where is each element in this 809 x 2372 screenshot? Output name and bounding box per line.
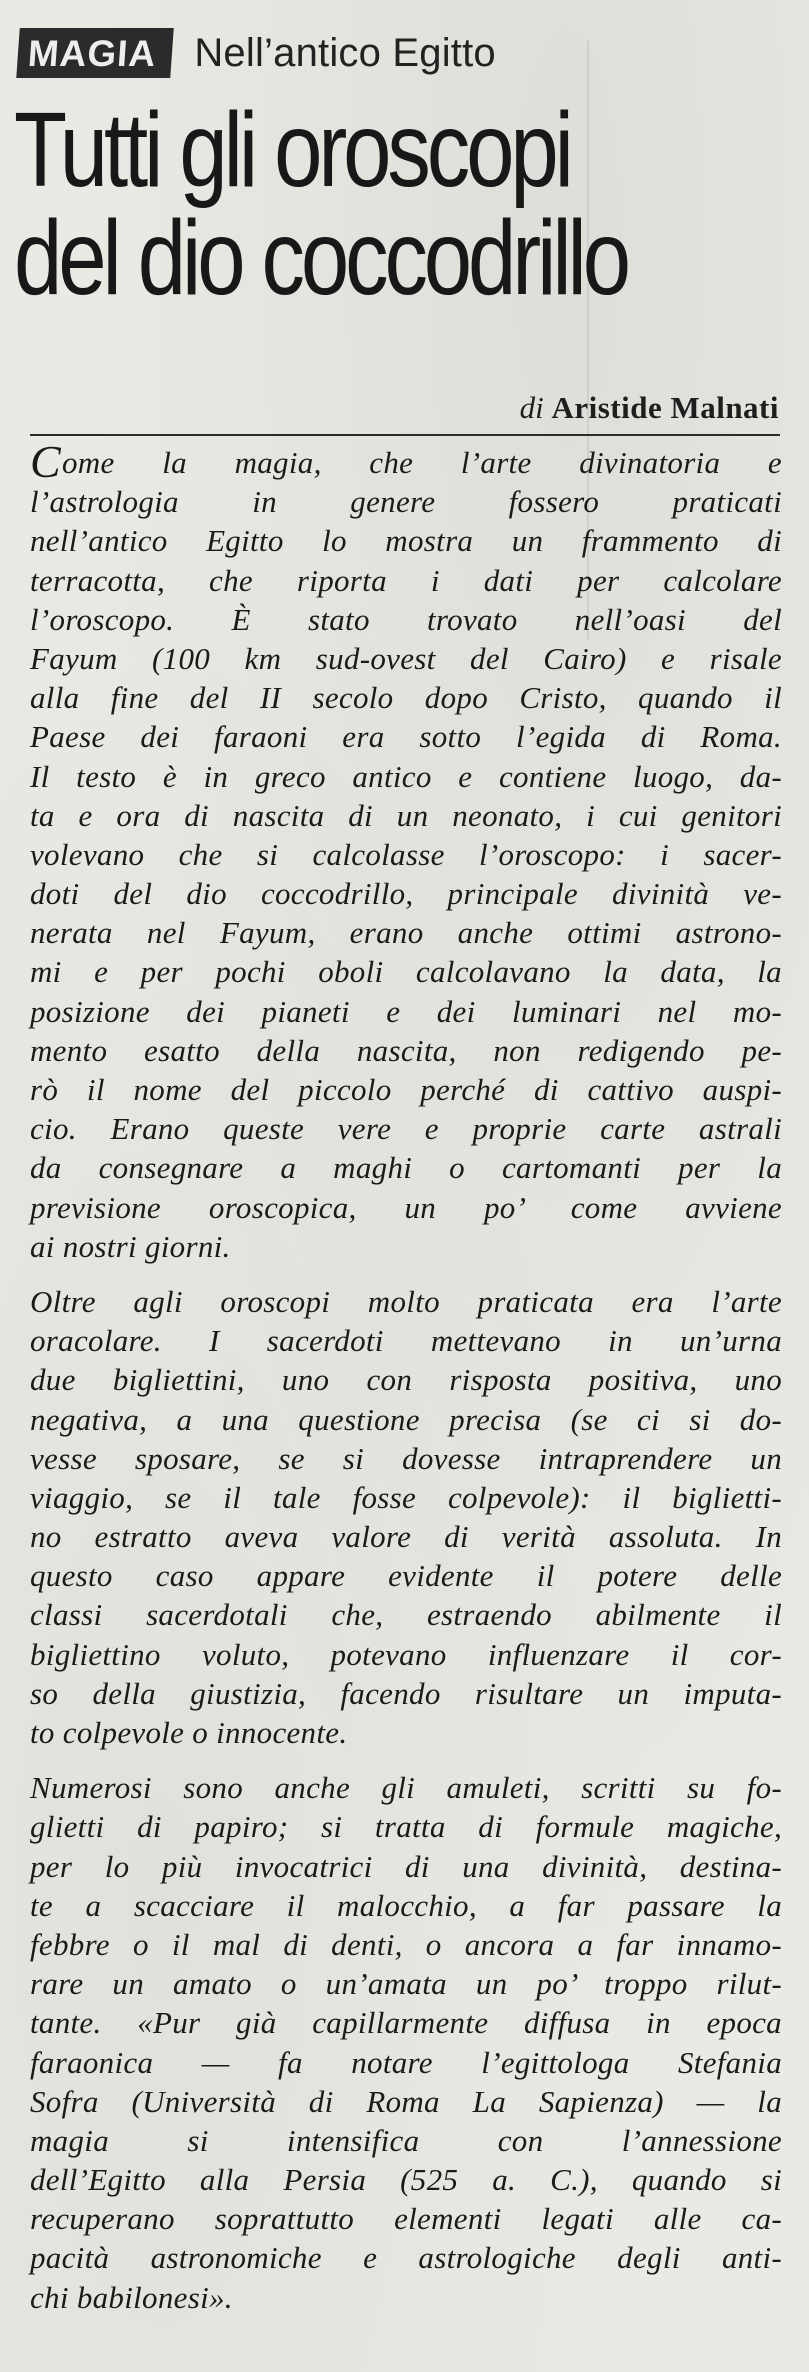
article-paragraph <box>30 1768 782 2317</box>
text-line-content: ome la magia, che l’arte divinatoria e <box>61 445 782 480</box>
section-subtitle: Nell’antico Egitto <box>194 30 496 75</box>
text-line: nell’antico Egitto lo mostra un frammento di <box>30 523 782 559</box>
text-line: recuperano soprattutto elementi legati alle ca- <box>30 2201 782 2237</box>
text-line: bigliettino voluto, potevano influenzare il cor- <box>30 1636 782 1672</box>
text-line: rò il nome del piccolo perché di cattivo auspi- <box>30 1072 782 1107</box>
text-line: dell’Egitto alla Persia (525 a. C.), quando si <box>30 2162 782 2198</box>
text-line: l’oroscopo. È stato trovato nell’oasi del <box>30 601 782 637</box>
text-line: ta e ora di nascita di un neonato, i cui genitori <box>30 797 782 833</box>
article-title <box>14 91 654 317</box>
text-line: mi e per pochi oboli calcolavano la data, la <box>30 954 782 990</box>
text-line: negativa, a una questione precisa (se ci si do- <box>30 1401 782 1437</box>
text-line: da consegnare a maghi o cartomanti per la <box>30 1150 782 1186</box>
text-line: faraonica — fa notare l’egittologa Stefania <box>30 2044 782 2080</box>
text-line: per lo più invocatrici di una divinità, destina- <box>30 1848 782 1884</box>
text-line: ai nostri giorni. <box>30 1228 231 1264</box>
text-line: so della giustizia, facendo risultare un imputa- <box>30 1675 782 1711</box>
text-line: chi babilonesi». <box>30 2279 233 2315</box>
article-paragraph <box>30 436 782 1266</box>
text-line: te a scacciare il malocchio, a far passare la <box>30 1887 782 1923</box>
section-kicker: MAGIA <box>16 28 174 78</box>
article-body <box>30 436 782 2317</box>
text-line: alla fine del II secolo dopo Cristo, quando il <box>30 680 782 716</box>
text-line: previsione oroscopica, un po’ come avviene <box>30 1189 782 1225</box>
text-line: Numerosi sono anche gli amuleti, scritti su fo- <box>30 1770 782 1806</box>
text-line: magia si intensifica con l’annessione <box>30 2122 782 2158</box>
text-line: febbre o il mal di denti, o ancora a far innamo- <box>30 1926 782 1962</box>
byline-author: Aristide Malnati <box>551 390 779 425</box>
text-line: viaggio, se il tale fosse colpevole): il biglietti- <box>30 1479 782 1515</box>
text-line: questo caso appare evidente il potere delle <box>30 1558 782 1594</box>
text-line <box>30 436 782 487</box>
text-line: glietti di papiro; si tratta di formule magiche, <box>30 1809 782 1845</box>
text-line: Paese dei faraoni era sotto l’egida di Roma. <box>30 719 782 755</box>
text-line: volevano che si calcolasse l’oroscopo: i sacer- <box>30 836 782 872</box>
text-line: Sofra (Università di Roma La Sapienza) — la <box>30 2083 782 2119</box>
text-line: l’astrologia in genere fossero praticati <box>30 484 782 520</box>
text-line: no estratto aveva valore di verità assoluta. In <box>30 1519 782 1555</box>
text-line: doti del dio coccodrillo, principale divinità ve- <box>30 876 782 912</box>
text-line: classi sacerdotali che, estraendo abilmente il <box>30 1597 782 1633</box>
text-line: due bigliettini, uno con risposta positiva, uno <box>30 1362 782 1398</box>
byline-prefix: di <box>519 390 544 425</box>
byline-divider <box>30 434 780 436</box>
text-line: vesse sposare, se si dovesse intraprendere un <box>30 1440 782 1476</box>
text-line: rare un amato o un’amata un po’ troppo rilut- <box>30 1966 782 2002</box>
drop-cap: C <box>30 436 61 487</box>
article-header <box>18 28 496 78</box>
text-line: tante. «Pur già capillarmente diffusa in epoca <box>30 2005 782 2041</box>
text-line: oracolare. I sacerdoti mettevano in un’urna <box>30 1323 782 1359</box>
text-line: cio. Erano queste vere e proprie carte astrali <box>30 1111 782 1147</box>
text-line: Il testo è in greco antico e contiene luogo, da- <box>30 758 782 794</box>
text-line: pacità astronomiche e astrologiche degli anti- <box>30 2240 782 2276</box>
text-line: nerata nel Fayum, erano anche ottimi astrono- <box>30 915 782 951</box>
text-line: Oltre agli oroscopi molto praticata era l’arte <box>30 1283 782 1319</box>
text-line: Fayum (100 km sud-ovest del Cairo) e risale <box>30 640 782 676</box>
byline <box>520 390 779 426</box>
text-line: posizione dei pianeti e dei luminari nel mo- <box>30 993 782 1029</box>
text-line: mento esatto della nascita, non redigendo pe- <box>30 1032 782 1068</box>
text-line: to colpevole o innocente. <box>30 1715 348 1750</box>
text-line: terracotta, che riporta i dati per calcolare <box>30 562 782 598</box>
title-line: Tutti gli oroscopi <box>14 91 570 209</box>
title-line: del dio coccodrillo <box>14 199 628 317</box>
article-paragraph <box>30 1282 782 1752</box>
